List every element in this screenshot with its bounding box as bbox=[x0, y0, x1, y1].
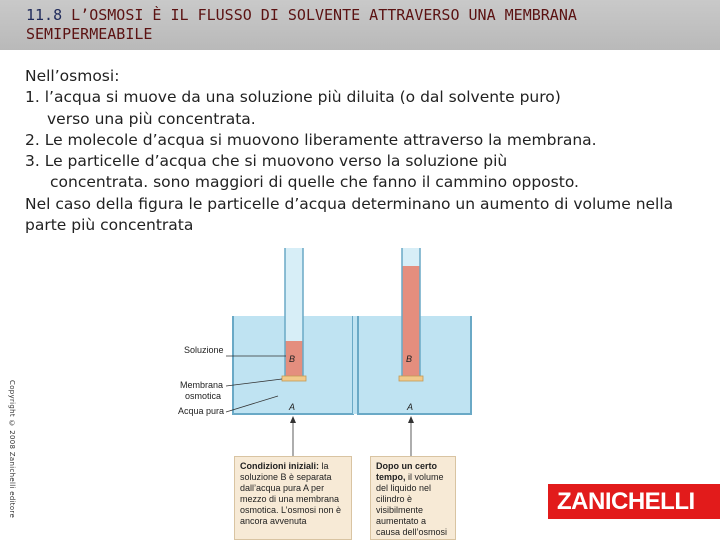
zanichelli-logo: ZANICHELLI bbox=[548, 484, 720, 519]
section-title: L’OSMOSI È IL FLUSSO DI SOLVENTE ATTRAVERSO UNA MEMBRANA SEMIPERMEABILE bbox=[26, 6, 577, 43]
caption-after-heading: Dopo un certo tempo, bbox=[376, 461, 437, 482]
caption-after-text: il volume del liquido nel cilindro è visibilmente aumentato a causa dell’osmosi bbox=[376, 472, 448, 537]
arrow-up-left-icon bbox=[290, 416, 296, 423]
caption-initial-heading: Condizioni iniziali: bbox=[240, 461, 319, 471]
osmosis-figure bbox=[178, 246, 478, 540]
label-water: Acqua pura bbox=[178, 406, 225, 416]
list-item-2: 2. Le molecole d’acqua si muovono liberamente attraverso la membrana. bbox=[25, 130, 597, 149]
list-item-3-continued: concentrata. sono maggiori di quelle che fanno il cammino opposto. bbox=[50, 173, 579, 192]
list-item-3: 3. Le particelle d’acqua che si muovono verso la soluzione più bbox=[25, 152, 508, 171]
arrow-up-right-icon bbox=[408, 416, 414, 423]
slide-header bbox=[0, 0, 720, 50]
letter-a-right: A bbox=[407, 402, 414, 412]
membrane-right bbox=[399, 376, 423, 381]
section-number: 11.8 bbox=[26, 6, 63, 24]
beaker-left bbox=[233, 248, 353, 414]
label-membrane-line1: Membrana bbox=[180, 380, 224, 390]
copyright-notice: Copyright © 2008 Zanichelli editore bbox=[8, 380, 16, 519]
intro-line: Nell’osmosi: bbox=[25, 67, 120, 85]
caption-initial-text: la soluzione B è separata dall’acqua pura A per mezzo di una membrana osmotica. L’osmosi non è ancora avvenuta bbox=[240, 461, 342, 526]
slide-body bbox=[25, 66, 705, 236]
letter-a-left: A bbox=[289, 402, 296, 412]
caption-after bbox=[370, 456, 456, 540]
label-solution: Soluzione bbox=[184, 345, 224, 355]
letter-b-left: B bbox=[289, 354, 296, 364]
slide-title bbox=[26, 6, 706, 44]
conclusion-text: Nel caso della figura le particelle d’acqua determinano un aumento di volume nella parte più concentrata bbox=[25, 194, 674, 235]
list-item-1: 1. l’acqua si muove da una soluzione più diluita (o dal solvente puro) bbox=[25, 88, 561, 107]
list-item-1-continued: verso una più concentrata. bbox=[47, 109, 256, 128]
membrane-left bbox=[282, 376, 306, 381]
caption-initial bbox=[234, 456, 352, 540]
label-membrane-line2: osmotica bbox=[185, 391, 222, 401]
beaker-right bbox=[353, 248, 471, 414]
letter-b-right: B bbox=[406, 354, 413, 364]
